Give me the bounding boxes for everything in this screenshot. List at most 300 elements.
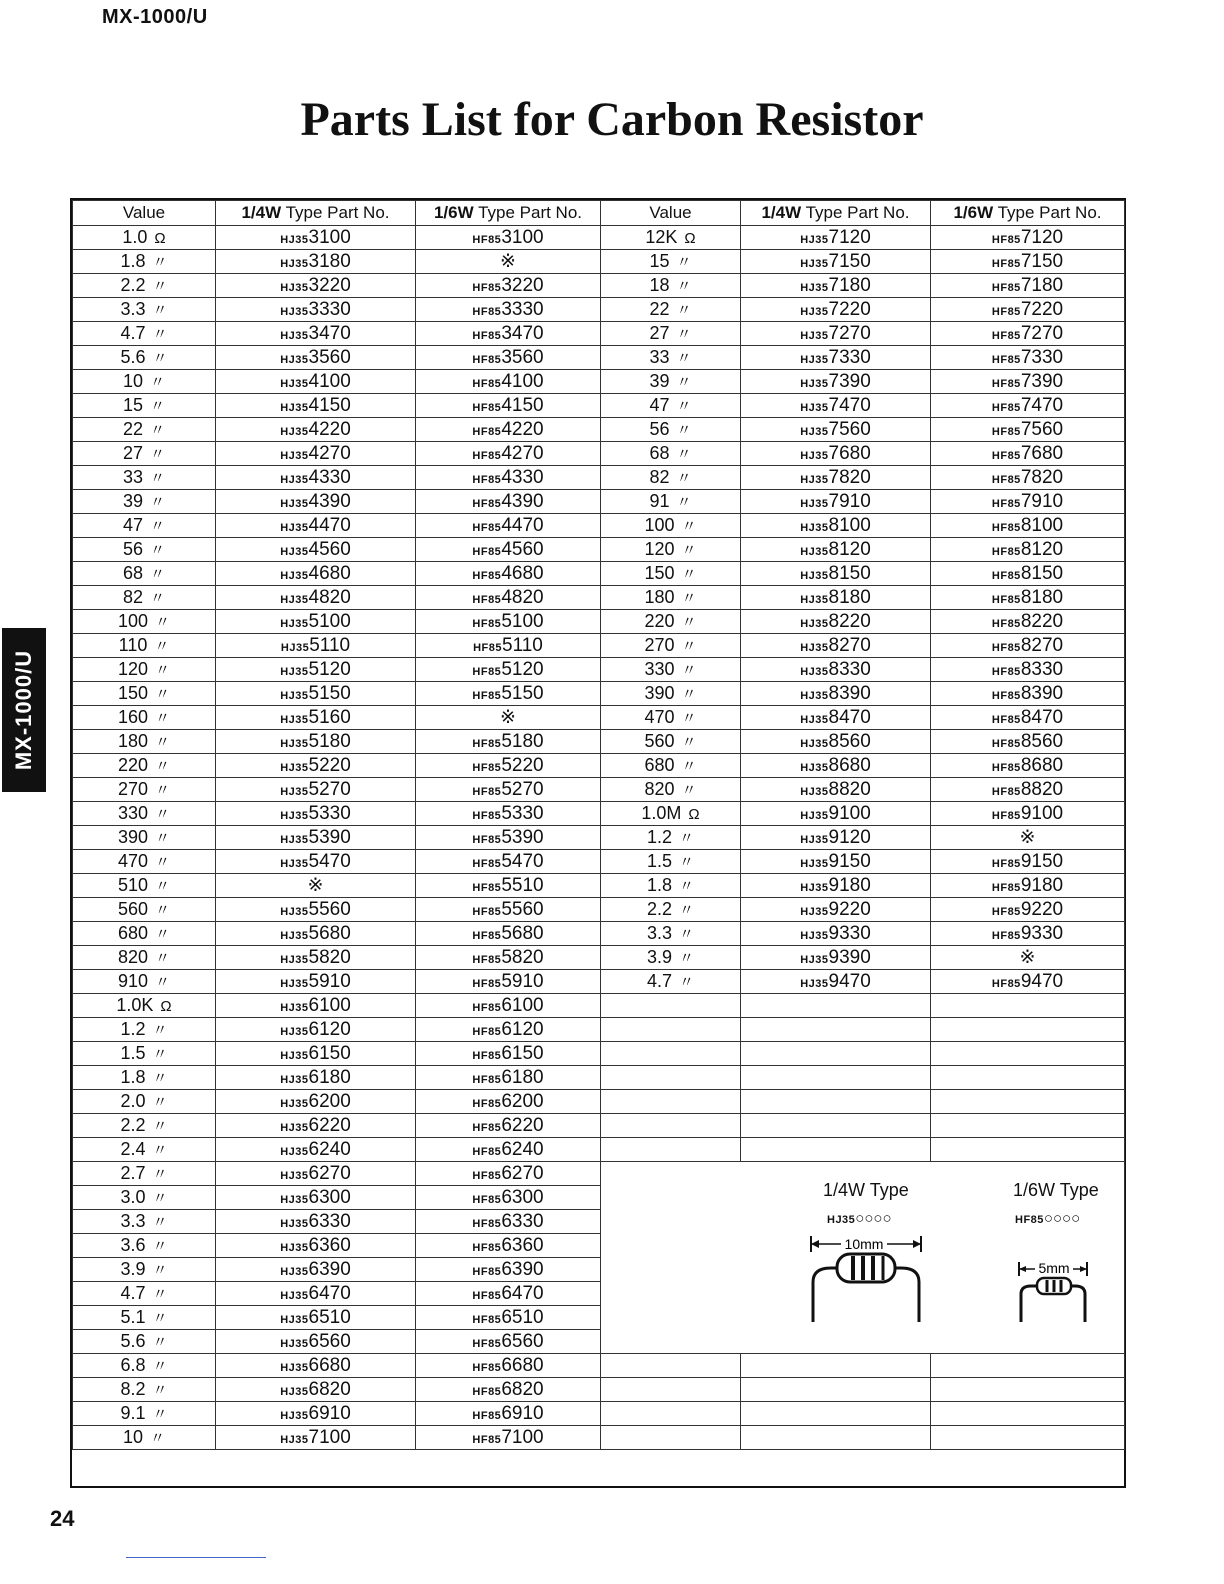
resistance-unit: 〃 bbox=[152, 1310, 168, 1327]
resistance-unit: 〃 bbox=[681, 542, 697, 559]
side-model-tab bbox=[2, 628, 46, 792]
part-prefix: HF85 bbox=[472, 689, 502, 702]
part-number-cell-left bbox=[216, 1186, 416, 1210]
part-prefix: HJ35 bbox=[280, 425, 309, 438]
part-prefix: HJ35 bbox=[800, 377, 829, 390]
part-prefix: HF85 bbox=[472, 1121, 502, 1134]
part-suffix: 7270 bbox=[1020, 322, 1064, 344]
part-number-cell-right bbox=[931, 922, 1125, 946]
value-cell-right bbox=[601, 946, 741, 970]
part-prefix: HJ35 bbox=[280, 1097, 309, 1110]
part-suffix: 4560 bbox=[501, 538, 544, 560]
part-suffix: 6220 bbox=[501, 1114, 544, 1136]
resistance-unit: 〃 bbox=[150, 470, 166, 487]
parts-table-frame bbox=[70, 198, 1126, 1488]
part-prefix: HJ35 bbox=[800, 761, 829, 774]
value-cell-right bbox=[601, 610, 741, 634]
part-number-cell-right bbox=[741, 538, 931, 562]
part-prefix: HJ35 bbox=[280, 1073, 309, 1086]
part-prefix: HF85 bbox=[991, 857, 1021, 870]
value-cell-left bbox=[73, 1306, 216, 1330]
part-prefix: HF85 bbox=[472, 449, 502, 462]
part-number-cell-left bbox=[416, 610, 601, 634]
resistance-value: 330 bbox=[117, 803, 149, 823]
value-cell-left bbox=[73, 346, 216, 370]
part-prefix: HF85 bbox=[472, 977, 502, 990]
part-suffix: 7680 bbox=[828, 442, 871, 464]
part-prefix: HF85 bbox=[472, 857, 502, 870]
part-suffix: 5470 bbox=[308, 850, 351, 872]
part-prefix: HJ35 bbox=[280, 665, 309, 678]
part-prefix: HJ35 bbox=[280, 833, 309, 846]
resistance-unit: 〃 bbox=[155, 806, 171, 823]
part-suffix: 4820 bbox=[308, 586, 351, 608]
value-cell-left bbox=[73, 730, 216, 754]
resistance-unit: 〃 bbox=[676, 302, 692, 319]
resistance-value: 15 bbox=[122, 395, 143, 415]
resistance-unit: 〃 bbox=[676, 254, 692, 271]
value-cell-left bbox=[73, 1234, 216, 1258]
part-number-cell-right bbox=[741, 442, 931, 466]
part-number-cell-left bbox=[416, 1066, 601, 1090]
part-number-cell-left bbox=[216, 322, 416, 346]
value-cell-right bbox=[601, 514, 741, 538]
resistance-unit: 〃 bbox=[681, 734, 697, 751]
resistance-value: 4.7 bbox=[120, 1283, 146, 1303]
legend-sixth-dimension: 5mm bbox=[1038, 1260, 1070, 1276]
part-prefix: HJ35 bbox=[280, 929, 309, 942]
resistance-unit: 〃 bbox=[676, 350, 692, 367]
value-cell-left bbox=[73, 490, 216, 514]
resistance-value: 3.9 bbox=[646, 947, 672, 967]
part-suffix: 8180 bbox=[1020, 586, 1064, 608]
resistance-value: 220 bbox=[117, 755, 149, 775]
resistance-unit: 〃 bbox=[681, 710, 697, 727]
part-suffix: 6910 bbox=[501, 1402, 544, 1424]
part-suffix: 6180 bbox=[308, 1066, 351, 1088]
table-row bbox=[73, 418, 1125, 442]
part-number-cell-right bbox=[741, 778, 931, 802]
part-number-cell-left bbox=[416, 1426, 601, 1450]
part-prefix: HF85 bbox=[472, 377, 502, 390]
resistance-value: 330 bbox=[644, 659, 675, 679]
resistance-unit: Ω bbox=[154, 230, 166, 247]
part-prefix: HJ35 bbox=[800, 785, 829, 798]
empty-cell bbox=[931, 1426, 1125, 1450]
table-row bbox=[73, 586, 1125, 610]
part-suffix: 6470 bbox=[308, 1282, 351, 1304]
part-suffix: 7150 bbox=[1020, 250, 1064, 272]
part-number-cell-left bbox=[416, 802, 601, 826]
resistance-unit: 〃 bbox=[150, 1430, 166, 1447]
part-suffix: 4150 bbox=[308, 394, 351, 416]
part-number-cell-right bbox=[741, 322, 931, 346]
part-suffix: 6360 bbox=[308, 1234, 351, 1256]
part-number-cell-right bbox=[931, 778, 1125, 802]
part-suffix: 7100 bbox=[308, 1426, 351, 1448]
part-prefix: HJ35 bbox=[280, 1121, 309, 1134]
value-cell-right bbox=[601, 370, 741, 394]
part-prefix: HJ35 bbox=[280, 1265, 309, 1278]
empty-cell bbox=[931, 1018, 1125, 1042]
resistance-unit: 〃 bbox=[150, 398, 166, 415]
legend-quarter-placeholder: ○○○○ bbox=[855, 1210, 892, 1227]
table-row bbox=[73, 1378, 1125, 1402]
part-suffix: 6680 bbox=[308, 1354, 351, 1376]
part-suffix: 3560 bbox=[308, 346, 351, 368]
part-suffix: 4330 bbox=[308, 466, 351, 488]
resistance-unit: 〃 bbox=[150, 446, 166, 463]
resistance-value: 270 bbox=[644, 635, 675, 655]
part-suffix: 4470 bbox=[308, 514, 351, 536]
value-cell-left bbox=[73, 802, 216, 826]
part-suffix: 5910 bbox=[308, 970, 351, 992]
resistance-unit: 〃 bbox=[152, 302, 168, 319]
resistance-value: 910 bbox=[117, 971, 149, 991]
part-suffix: 9150 bbox=[828, 850, 871, 872]
part-number-cell-left bbox=[416, 850, 601, 874]
part-suffix: 5150 bbox=[308, 682, 351, 704]
part-number-cell-left bbox=[416, 1018, 601, 1042]
part-prefix: HF85 bbox=[472, 1145, 502, 1158]
value-cell-right bbox=[601, 730, 741, 754]
part-suffix: 7560 bbox=[828, 418, 871, 440]
part-number-cell-right bbox=[741, 970, 931, 994]
model-header: MX-1000/U bbox=[102, 6, 208, 28]
part-suffix: 5330 bbox=[501, 802, 544, 824]
part-number-cell-left bbox=[416, 706, 601, 730]
part-prefix: HF85 bbox=[991, 377, 1021, 390]
table-row bbox=[73, 466, 1125, 490]
part-suffix: 6820 bbox=[501, 1378, 544, 1400]
part-prefix: HJ35 bbox=[280, 257, 309, 270]
part-prefix: HJ35 bbox=[280, 353, 309, 366]
part-number-cell-left bbox=[216, 1258, 416, 1282]
part-prefix: HF85 bbox=[472, 281, 502, 294]
parts-table bbox=[72, 200, 1125, 1450]
part-prefix: HJ35 bbox=[280, 785, 309, 798]
value-cell-left bbox=[73, 826, 216, 850]
part-prefix: HF85 bbox=[991, 521, 1021, 534]
value-cell-right bbox=[601, 898, 741, 922]
part-suffix: 6560 bbox=[501, 1330, 544, 1352]
part-number-cell-left bbox=[416, 514, 601, 538]
part-number-cell-left bbox=[216, 730, 416, 754]
part-suffix: 9330 bbox=[1020, 922, 1064, 944]
part-suffix: 5180 bbox=[308, 730, 351, 752]
value-cell-right bbox=[601, 250, 741, 274]
part-suffix: 5160 bbox=[308, 706, 351, 728]
resistance-value: 82 bbox=[122, 587, 143, 607]
table-row bbox=[73, 1018, 1125, 1042]
part-suffix: 5510 bbox=[501, 874, 544, 896]
part-suffix: 3100 bbox=[501, 226, 544, 248]
part-number-cell-right bbox=[741, 850, 931, 874]
part-suffix: 8470 bbox=[1020, 706, 1064, 728]
side-tab-label: MX-1000/U bbox=[11, 649, 36, 771]
part-number-cell-left bbox=[216, 1234, 416, 1258]
part-prefix: HJ35 bbox=[280, 761, 309, 774]
resistance-value: 680 bbox=[644, 755, 675, 775]
part-number-cell-right bbox=[931, 538, 1125, 562]
value-cell-left bbox=[73, 298, 216, 322]
part-number-cell-left bbox=[216, 754, 416, 778]
part-prefix: HF85 bbox=[991, 473, 1021, 486]
part-suffix: 4470 bbox=[501, 514, 544, 536]
header-quarter-watt-right-rating: 1/4W bbox=[761, 203, 802, 222]
resistance-unit: 〃 bbox=[152, 1286, 168, 1303]
part-prefix: HJ35 bbox=[280, 1385, 309, 1398]
value-cell-left bbox=[73, 754, 216, 778]
part-number-cell-right bbox=[741, 586, 931, 610]
resistance-unit: 〃 bbox=[676, 446, 692, 463]
table-row bbox=[73, 922, 1125, 946]
part-prefix: HF85 bbox=[472, 1337, 502, 1350]
part-suffix: 6470 bbox=[501, 1282, 544, 1304]
table-row bbox=[73, 682, 1125, 706]
table-row bbox=[73, 634, 1125, 658]
part-number-cell-left bbox=[416, 946, 601, 970]
value-cell-left bbox=[73, 322, 216, 346]
part-prefix: HF85 bbox=[991, 305, 1021, 318]
value-cell-left bbox=[73, 250, 216, 274]
part-number-cell-left bbox=[416, 250, 601, 274]
part-prefix: HJ35 bbox=[800, 641, 829, 654]
legend-sixth-type: 1/6W Type bbox=[1013, 1180, 1099, 1200]
resistance-value: 3.3 bbox=[120, 299, 146, 319]
part-number-cell-left bbox=[416, 538, 601, 562]
value-cell-left bbox=[73, 370, 216, 394]
resistance-value: 15 bbox=[649, 251, 670, 271]
part-suffix: 5820 bbox=[501, 946, 544, 968]
part-number-cell-right bbox=[931, 250, 1125, 274]
resistance-unit: 〃 bbox=[681, 518, 697, 535]
part-suffix: 5220 bbox=[501, 754, 544, 776]
part-suffix: 8390 bbox=[828, 682, 871, 704]
part-number-cell-left bbox=[216, 274, 416, 298]
part-number-cell-right bbox=[931, 706, 1125, 730]
part-prefix: HJ35 bbox=[280, 377, 309, 390]
part-number-cell-left bbox=[416, 682, 601, 706]
part-suffix: 9220 bbox=[1020, 898, 1064, 920]
part-suffix: 5680 bbox=[501, 922, 544, 944]
header-sixth-watt-left-suffix: Type Part No. bbox=[478, 203, 583, 222]
table-row bbox=[73, 754, 1125, 778]
part-suffix: 8680 bbox=[1020, 754, 1064, 776]
sixth-watt-resistor-icon bbox=[1013, 1258, 1103, 1328]
table-row bbox=[73, 730, 1125, 754]
part-prefix: HF85 bbox=[991, 737, 1021, 750]
header-quarter-watt-right-suffix: Type Part No. bbox=[805, 203, 910, 222]
part-suffix: 3330 bbox=[501, 298, 544, 320]
value-cell-right bbox=[601, 754, 741, 778]
part-number-cell-right bbox=[931, 826, 1125, 850]
resistance-unit: 〃 bbox=[679, 926, 695, 943]
part-suffix: 8150 bbox=[1020, 562, 1064, 584]
empty-cell bbox=[931, 1138, 1125, 1162]
resistance-unit: 〃 bbox=[676, 374, 692, 391]
resistance-value: 10 bbox=[122, 1427, 143, 1447]
part-number-cell-left bbox=[216, 1354, 416, 1378]
header-quarter-watt-left-suffix: Type Part No. bbox=[285, 203, 390, 222]
value-cell-left bbox=[73, 898, 216, 922]
part-number-cell-left bbox=[216, 922, 416, 946]
part-number-cell-left bbox=[216, 586, 416, 610]
part-prefix: HF85 bbox=[991, 257, 1021, 270]
resistance-value: 68 bbox=[122, 563, 143, 583]
part-number-cell-left bbox=[216, 850, 416, 874]
resistance-unit: 〃 bbox=[155, 734, 171, 751]
resistance-value: 110 bbox=[118, 635, 148, 655]
part-prefix: HF85 bbox=[991, 281, 1021, 294]
resistance-unit: 〃 bbox=[152, 1382, 168, 1399]
part-suffix: 6100 bbox=[501, 994, 544, 1016]
part-suffix: 6390 bbox=[501, 1258, 544, 1280]
value-cell-left bbox=[73, 562, 216, 586]
resistance-unit: 〃 bbox=[152, 1094, 168, 1111]
part-number-cell-right bbox=[741, 370, 931, 394]
part-prefix: HJ35 bbox=[280, 977, 309, 990]
resistance-unit: 〃 bbox=[150, 566, 166, 583]
resistance-value: 2.2 bbox=[120, 275, 146, 295]
legend-sixth-placeholder: ○○○○ bbox=[1043, 1210, 1081, 1227]
resistance-value: 12K bbox=[645, 227, 678, 247]
resistance-value: 1.0K bbox=[116, 995, 154, 1015]
resistance-unit: 〃 bbox=[154, 638, 170, 655]
part-number-cell-right bbox=[931, 442, 1125, 466]
resistance-value: 39 bbox=[122, 491, 143, 511]
part-suffix: 9470 bbox=[828, 970, 871, 992]
part-number-cell-left bbox=[416, 1090, 601, 1114]
value-cell-left bbox=[73, 274, 216, 298]
legend-quarter-part bbox=[827, 1210, 892, 1227]
part-suffix: 6820 bbox=[308, 1378, 351, 1400]
part-number-cell-left bbox=[416, 1210, 601, 1234]
part-prefix: HJ35 bbox=[280, 329, 309, 342]
resistance-unit: 〃 bbox=[155, 926, 171, 943]
part-number-cell-left bbox=[416, 1258, 601, 1282]
resistance-value: 560 bbox=[117, 899, 149, 919]
resistance-value: 1.5 bbox=[120, 1043, 146, 1063]
value-cell-left bbox=[73, 994, 216, 1018]
part-number-cell-left bbox=[216, 562, 416, 586]
part-number-cell-right bbox=[931, 970, 1125, 994]
part-suffix: 7390 bbox=[828, 370, 871, 392]
part-suffix: 8180 bbox=[828, 586, 871, 608]
table-row bbox=[73, 946, 1125, 970]
resistance-value: 47 bbox=[122, 515, 143, 535]
part-suffix: 8560 bbox=[1020, 730, 1064, 752]
part-prefix: HF85 bbox=[991, 785, 1021, 798]
value-cell-left bbox=[73, 778, 216, 802]
header-sixth-watt-left bbox=[416, 201, 601, 226]
part-number-cell-right bbox=[931, 418, 1125, 442]
empty-cell bbox=[741, 994, 931, 1018]
part-prefix: HF85 bbox=[991, 425, 1021, 438]
parts-table-body bbox=[73, 226, 1125, 1450]
resistance-unit: 〃 bbox=[155, 878, 171, 895]
part-suffix: 6150 bbox=[501, 1042, 544, 1064]
part-prefix: HF85 bbox=[472, 521, 502, 534]
table-row bbox=[73, 1402, 1125, 1426]
part-suffix: 6300 bbox=[501, 1186, 544, 1208]
part-number-cell-left bbox=[416, 586, 601, 610]
part-number-cell-right bbox=[741, 826, 931, 850]
page-title: Parts List for Carbon Resistor bbox=[300, 93, 924, 146]
resistance-unit: 〃 bbox=[676, 494, 692, 511]
value-cell-left bbox=[73, 514, 216, 538]
resistance-value: 100 bbox=[117, 611, 149, 631]
table-row bbox=[73, 850, 1125, 874]
resistance-value: 10 bbox=[122, 371, 143, 391]
resistance-unit: 〃 bbox=[681, 566, 697, 583]
part-number-cell-left bbox=[416, 394, 601, 418]
part-number-cell-left bbox=[216, 1282, 416, 1306]
empty-cell bbox=[931, 1114, 1125, 1138]
part-suffix: 6240 bbox=[308, 1138, 351, 1160]
part-suffix: 7910 bbox=[1020, 490, 1064, 512]
table-row bbox=[73, 514, 1125, 538]
part-number-cell-left bbox=[416, 1138, 601, 1162]
part-number-cell-right bbox=[741, 514, 931, 538]
part-suffix: 4220 bbox=[308, 418, 351, 440]
resistance-unit: 〃 bbox=[152, 350, 168, 367]
empty-cell bbox=[741, 1042, 931, 1066]
header-quarter-watt-left-rating: 1/4W bbox=[241, 203, 282, 222]
part-number-cell-right bbox=[741, 706, 931, 730]
resistance-value: 39 bbox=[649, 371, 670, 391]
part-prefix: HF85 bbox=[991, 593, 1021, 606]
part-prefix: HJ35 bbox=[280, 401, 309, 414]
empty-cell bbox=[601, 994, 741, 1018]
part-prefix: HJ35 bbox=[280, 1001, 309, 1014]
legend-sixth-part bbox=[1015, 1210, 1080, 1227]
part-number-cell-left bbox=[416, 466, 601, 490]
part-prefix: HF85 bbox=[472, 1193, 502, 1206]
resistance-value: 510 bbox=[117, 875, 149, 895]
resistance-unit: 〃 bbox=[681, 614, 697, 631]
part-prefix: HF85 bbox=[991, 881, 1021, 894]
part-suffix: 6200 bbox=[308, 1090, 351, 1112]
resistance-unit: 〃 bbox=[152, 1166, 168, 1183]
part-number-cell-left bbox=[416, 370, 601, 394]
resistance-unit: 〃 bbox=[152, 1262, 168, 1279]
table-row bbox=[73, 394, 1125, 418]
part-suffix: 3220 bbox=[308, 274, 351, 296]
part-suffix: 8120 bbox=[828, 538, 871, 560]
part-suffix: 4100 bbox=[501, 370, 544, 392]
part-number-cell-left bbox=[216, 778, 416, 802]
part-number-cell-left bbox=[416, 1234, 601, 1258]
value-cell-right bbox=[601, 322, 741, 346]
part-prefix: HF85 bbox=[472, 545, 502, 558]
resistance-value: 5.6 bbox=[120, 1331, 146, 1351]
part-suffix: 5100 bbox=[501, 610, 544, 632]
resistance-value: 120 bbox=[644, 539, 675, 559]
part-number-cell-left bbox=[416, 1378, 601, 1402]
resistance-value: 56 bbox=[122, 539, 143, 559]
part-suffix: 6270 bbox=[308, 1162, 351, 1184]
part-number-cell-left bbox=[216, 1114, 416, 1138]
resistance-value: 820 bbox=[644, 779, 675, 799]
part-suffix: 8560 bbox=[828, 730, 871, 752]
part-suffix: 5390 bbox=[308, 826, 351, 848]
empty-cell bbox=[931, 1042, 1125, 1066]
header-value-right: Value bbox=[601, 201, 741, 226]
part-prefix: HJ35 bbox=[800, 713, 829, 726]
part-prefix: HJ35 bbox=[800, 905, 829, 918]
resistance-unit: 〃 bbox=[155, 782, 171, 799]
